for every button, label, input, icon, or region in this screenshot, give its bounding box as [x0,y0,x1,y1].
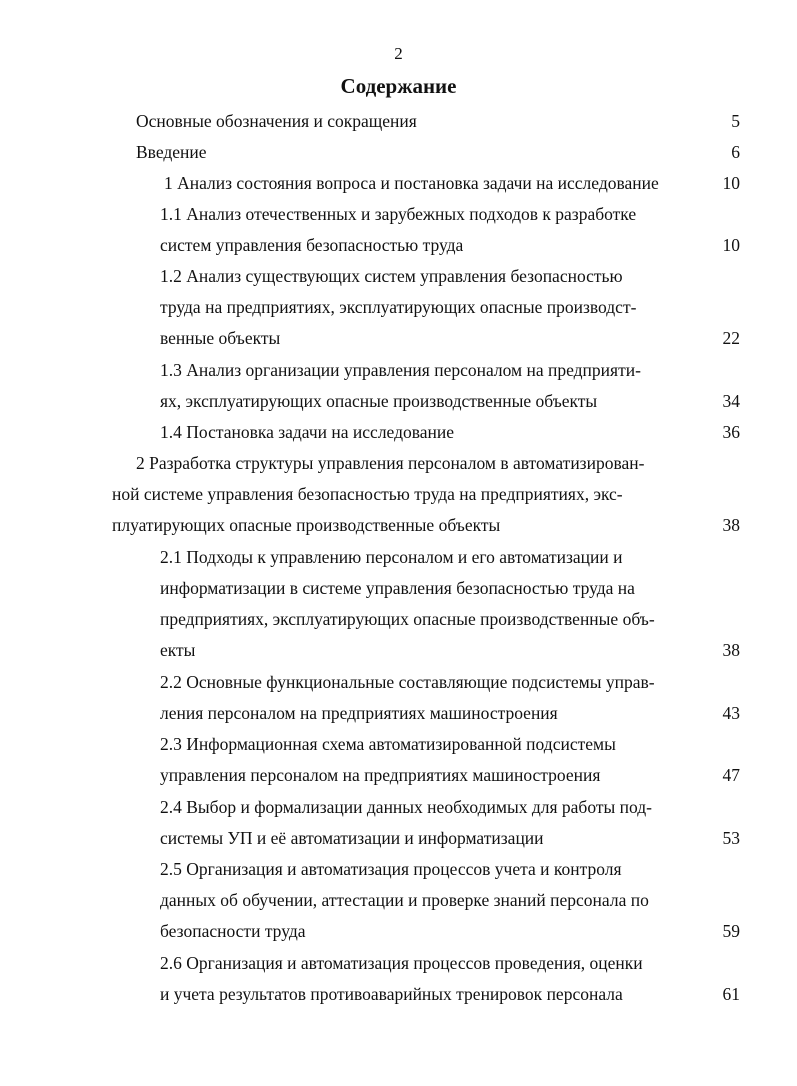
toc-entry-text: ях, эксплуатирующих опасные производственные объекты [160,391,598,411]
toc-entry-text: 1 Анализ состояния вопроса и постановка задачи на исследование [164,173,659,193]
toc-entry-text: данных об обучении, аттестации и проверке знаний персонала по [160,890,649,910]
toc-entry-text: 1.3 Анализ организации управления персоналом на предприяти- [160,360,641,380]
toc-entry-text: 2.4 Выбор и формализации данных необходимых для работы под- [160,797,652,817]
toc-entry-text: 2.1 Подходы к управлению персоналом и его автоматизации и [160,547,623,567]
toc-entry-page: 53 [722,828,740,848]
toc-entry-text: 2.6 Организация и автоматизация процессов проведения, оценки [160,953,643,973]
toc-entry-text: ной системе управления безопасностью труда на предприятиях, экс- [112,484,623,504]
toc-entry-text: и учета результатов противоаварийных тренировок персонала [160,984,623,1004]
toc-entry-text: системы УП и её автоматизации и информатизации [160,828,544,848]
toc-entry-text: Введение [136,142,207,162]
toc-entry-text: предприятиях, эксплуатирующих опасные производственные объ- [160,609,655,629]
toc-entry-text: 2.2 Основные функциональные составляющие подсистемы управ- [160,672,655,692]
toc-entry-text: 1.2 Анализ существующих систем управления безопасностью [160,266,623,286]
page-title: Содержание [340,74,457,98]
toc-entry-page: 38 [722,515,740,535]
toc-entry-page: 10 [722,235,740,255]
toc-entry-page: 59 [722,921,740,941]
toc-entry-page: 34 [722,391,740,411]
toc-entry-text: 2.5 Организация и автоматизация процессов учета и контроля [160,859,622,879]
toc-entry-text: 2 Разработка структуры управления персоналом в автоматизирован- [136,453,645,473]
toc-entry-page: 22 [722,328,740,348]
toc-entry-text: управления персоналом на предприятиях машиностроения [160,765,601,785]
toc-entry-text: Основные обозначения и сокращения [136,111,417,131]
toc-entry-text: систем управления безопасностью труда [160,235,464,255]
toc-entry-text: 1.1 Анализ отечественных и зарубежных подходов к разработке [160,204,637,224]
toc-entry-text: 1.4 Постановка задачи на исследование [160,422,455,442]
page-number: 2 [394,44,403,63]
toc-entry-text: 2.3 Информационная схема автоматизированной подсистемы [160,734,616,754]
toc-entry-page: 38 [722,640,740,660]
toc-entry-text: екты [160,640,196,660]
toc-entry-page: 6 [731,142,740,162]
toc-entry-text: труда на предприятиях, эксплуатирующих опасные производст- [160,297,637,317]
toc-entry-page: 47 [722,765,740,785]
toc-entry-page: 61 [722,984,740,1004]
toc-entry-page: 36 [722,422,740,442]
toc-entry-text: плуатирующих опасные производственные объекты [112,515,501,535]
toc-entry-text: ления персоналом на предприятиях машиностроения [160,703,558,723]
toc-entry-page: 43 [722,703,740,723]
toc-entry-page: 10 [722,173,740,193]
toc-entry-text: венные объекты [160,328,281,348]
toc-entry-text: безопасности труда [160,921,306,941]
toc-entry-text: информатизации в системе управления безопасностью труда на [160,578,635,598]
toc-entry-page: 5 [731,111,740,131]
